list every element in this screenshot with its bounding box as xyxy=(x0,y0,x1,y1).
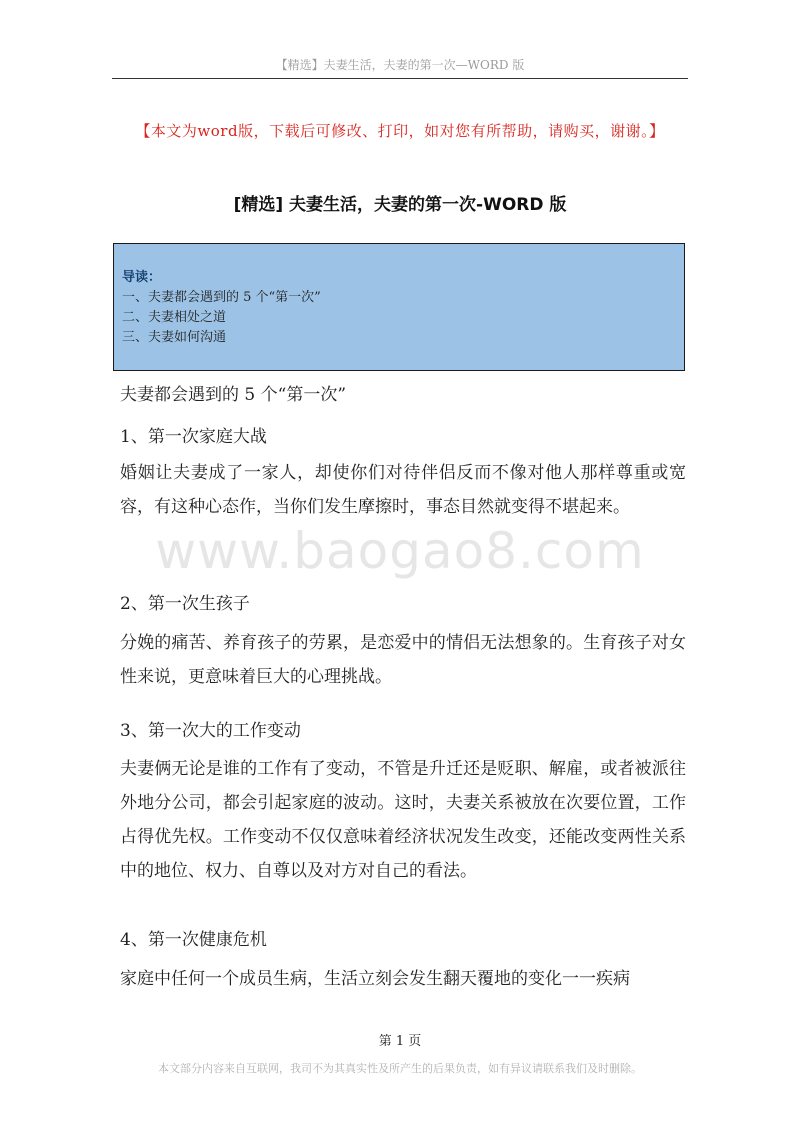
guide-item: 三、夫妻如何沟通 xyxy=(122,330,227,345)
page-number: 第 1 页 xyxy=(378,1034,422,1049)
page-footer: 本文部分内容来自互联网，我司不为其真实性及所产生的后果负责，如有异议请联系我们及时删除。 xyxy=(158,1062,642,1075)
heading-1: 1、第一次家庭大战 xyxy=(120,427,267,447)
heading-4: 4、第一次健康危机 xyxy=(120,930,267,950)
heading-3: 3、第一次大的工作变动 xyxy=(120,721,301,741)
guide-item: 一、夫妻都会遇到的 5 个“第一次” xyxy=(122,290,321,305)
watermark: www.baogao8.com xyxy=(155,522,645,580)
guide-box xyxy=(113,243,685,371)
section-title: 夫妻都会遇到的 5 个“第一次” xyxy=(120,385,347,405)
paragraph-4: 家庭中任何一个成员生病，生活立刻会发生翻天覆地的变化一一疾病 xyxy=(120,969,630,989)
paragraph-2: 分娩的痛苦、养育孩子的劳累，是恋爱中的情侣无法想象的。生育孩子对女性来说，更意味着巨大的心理挑战。 xyxy=(120,633,686,687)
guide-item: 二、夫妻相处之道 xyxy=(122,310,227,325)
document-title: [精选] 夫妻生活，夫妻的第一次-WORD 版 xyxy=(233,195,567,215)
heading-2: 2、第一次生孩子 xyxy=(120,594,250,614)
paragraph-3: 夫妻俩无论是谁的工作有了变动，不管是升迁还是贬职、解雇，或者被派往外地分公司，都会引起家庭的波动。这时，夫妻关系被放在次要位置，工作占得优先权。工作变动不仅仅意味着经济状况发生改变，还能改变两性关系中的地位、权力、自尊以及对方对自己的看法。 xyxy=(120,759,686,881)
paragraph-1: 婚姻让夫妻成了一家人，却使你们对待伴侣反而不像对他人那样尊重或宽容，有这种心态作，当你们发生摩擦时，事态目然就变得不堪起来。 xyxy=(120,463,686,517)
guide-title: 导读： xyxy=(122,270,162,285)
purchase-notice: 【本文为word版，下载后可修改、打印，如对您有所帮助，请购买，谢谢。】 xyxy=(135,122,665,140)
page-header: 【精选】夫妻生活，夫妻的第一次—WORD 版 xyxy=(275,58,525,72)
header-divider xyxy=(112,78,688,79)
